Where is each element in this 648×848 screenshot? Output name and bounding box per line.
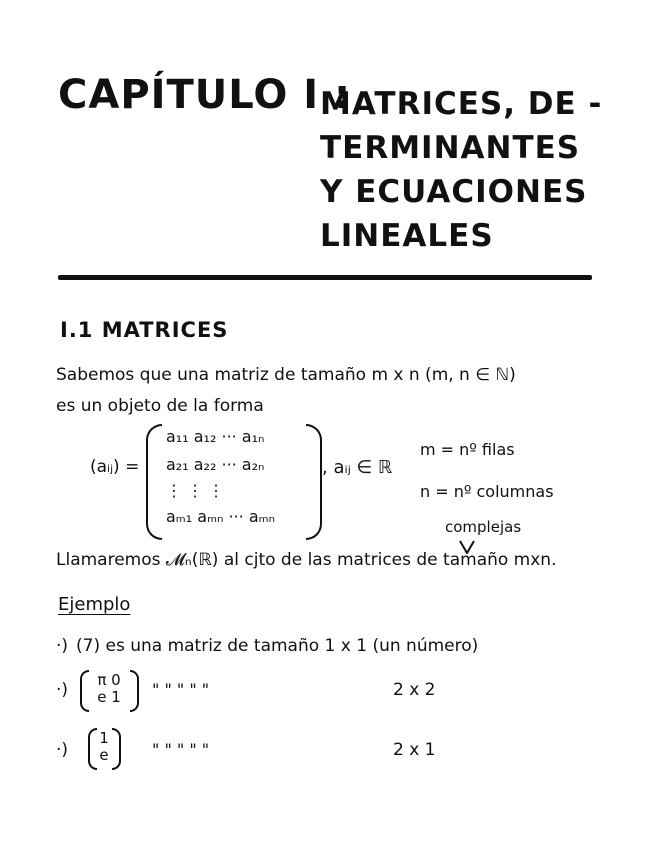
chapter-title-line-2: TERMINANTES xyxy=(320,130,581,166)
example-2-matrix-bottom: e 1 xyxy=(97,688,121,706)
matrix-row-1: a₁₁ a₁₂ ··· a₁ₙ xyxy=(166,427,265,446)
columns-note: n = nº columnas xyxy=(420,482,554,501)
chapter-title-line-1: MATRICES, DE - xyxy=(320,86,603,122)
matrix-row-4: aₘ₁ aₘₙ ··· aₘₙ xyxy=(166,507,275,526)
title-divider xyxy=(58,275,592,280)
example-2-bullet: ·) xyxy=(56,680,69,700)
matrix-row-2: a₂₁ a₂₂ ··· a₂ₙ xyxy=(166,455,265,474)
example-3-size: 2 x 1 xyxy=(393,740,436,760)
example-3-ditto-marks: " " " " " xyxy=(152,740,210,759)
intro-line-1: Sabemos que una matriz de tamaño m x n (m, n ∈ ℕ) xyxy=(56,365,516,385)
rows-note: m = nº filas xyxy=(420,440,515,459)
example-3-bullet: ·) xyxy=(56,740,69,760)
entries-in-reals: , aᵢⱼ ∈ ℝ xyxy=(322,457,393,478)
definition-line: Llamaremos 𝓜ₙ(ℝ) al cjto de las matrices de tamaño mxn. xyxy=(56,550,557,570)
chapter-title-line-3: Y ECUACIONES xyxy=(320,174,588,210)
example-2-right-paren xyxy=(130,670,139,712)
intro-line-2: es un objeto de la forma xyxy=(56,396,264,416)
example-heading: Ejemplo xyxy=(58,594,131,615)
example-2-matrix-top: π 0 xyxy=(97,671,121,689)
matrix-right-parenthesis xyxy=(306,424,322,540)
matrix-left-parenthesis xyxy=(146,424,162,540)
example-3-matrix-top: 1 xyxy=(99,729,109,747)
chapter-title-line-4: LINEALES xyxy=(320,218,494,254)
example-2-size: 2 x 2 xyxy=(393,680,436,700)
example-2-matrix xyxy=(86,672,132,706)
example-1-bullet: ·) xyxy=(56,636,69,656)
chapter-label: CAPÍTULO I : xyxy=(58,72,352,118)
example-3-matrix-bottom: e xyxy=(99,746,109,764)
example-2-ditto-marks: " " " " " xyxy=(152,680,210,699)
section-title: I.1 MATRICES xyxy=(60,318,229,342)
example-3-matrix xyxy=(94,730,114,764)
chapter-title xyxy=(320,82,602,258)
matrix-row-3: ⋮ ⋮ ⋮ xyxy=(166,481,225,500)
matrix-symbol: (aᵢⱼ) = xyxy=(90,457,140,477)
annotation-complejas: complejas xyxy=(445,518,522,536)
example-1-text: (7) es una matriz de tamaño 1 x 1 (un número) xyxy=(76,636,479,656)
example-3-right-paren xyxy=(112,728,121,770)
